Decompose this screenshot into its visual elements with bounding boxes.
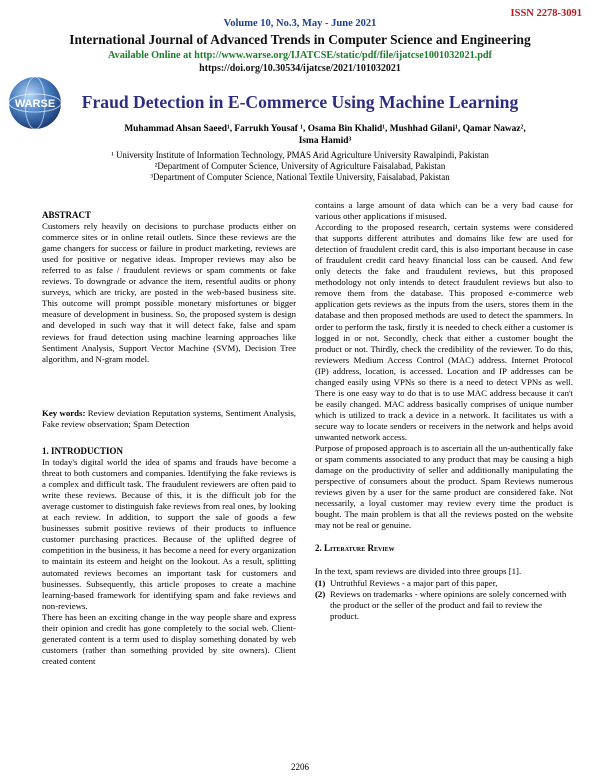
issn-label: ISSN 2278-3091: [510, 8, 582, 19]
right-paragraph-2: According to the proposed research, certain systems were considered that supports different attributes and domains like few are used for detection of fraudulent credit card, this is also important because in case of fraudulent credit card heavy financial loss can be caused. And few only detects the fake and fraudulent reviews, but this proposed methodology not only intends to detect fraudulent reviews but also to remove them from the database. This proposed e-commerce web application gets reviews as the inputs from the users, stores them in the database and then proposed methods are used to detect the spammers. In order to perform the task, firstly it is needed to check either a customer is logged in or not. Secondly, check that either a customer bought the product or not. Thirdly, check the credibility of the reviewer. To do this, reviewers Medium Access Control (MAC) address. Internet Protocol (IP) address, location, is accessed. Location and IP addresses can be changed easily using VPNs so there is a need to detect VPNs as well. There is one easy way to do that is to use MAC address because it can't be easily changed. MAC address basically comprises of unique number which is utilized to track a device in a network. It facilitates us with a secure way to locate senders or receivers in the network and helps avoid unwanted network access.: [315, 222, 573, 442]
keywords-section: [42, 408, 296, 430]
right-paragraph-1: contains a large amount of data which can be a very bad cause for various other applications if misused.: [315, 200, 573, 222]
keywords-text: Review deviation Reputation systems, Sentiment Analysis, Fake review observation; Spam Detection: [42, 408, 296, 430]
journal-title: International Journal of Advanced Trends in Computer Science and Engineering: [69, 32, 531, 47]
abstract-text: Customers rely heavily on decisions to purchase products either on commerce sites or in online retail outlets. Since these reviews are the game changers for success or failure in product marketing, reviews are used for positive or negative ideas. Improper reviews may also be referred to as false / fraudulent reviews or spam comments or fake reviews. To downgrade or advance the item, resentful audits or phony surveys, which are tricky, are posted in the web-based business site. This outcome will prompt possible monetary misfortunes or bigger measure of development in business. So, the proposed system is design and developed in such way that it will detect fake, false and spam reviews for fraud detection using machine learning approaches like Sentiment Analysis, Support Vector Machine (SVM), Decision Tree algorithm, and N-gram model.: [42, 221, 296, 364]
spam-groups-list: [315, 578, 573, 622]
abstract-heading: ABSTRACT: [42, 210, 92, 220]
author-list: [120, 123, 530, 147]
right-column: [315, 200, 573, 622]
doi-link[interactable]: https://doi.org/10.30534/ijatcse/2021/101032021: [199, 63, 401, 74]
introduction-section: [42, 446, 296, 667]
list-item-text: Reviews on trademarks - where opinions are solely concerned with the product or the seller of the product and fail to review the product.: [330, 588, 567, 621]
list-item: [315, 589, 573, 622]
warse-logo-text: WARSE: [14, 98, 56, 110]
online-url[interactable]: Available Online at http://www.warse.org/IJATCSE/static/pdf/file/ijatcse1001032021.pdf: [108, 50, 492, 61]
right-paragraph-3: Purpose of proposed approach is to ascertain all the un-authentically fake or spam comments associated to any product that may be causing a high damage on the productivity of seller and additionally manipulating the perspective of consumers about the product. Spam Reviews numerous reviews given by a user for the same product are considered fake. Not necessarily, a loyal customer may review every time the product is bought. The main problem is that all the reviews posted on the website may not be real or genuine.: [315, 443, 573, 531]
section-2-title: Literature Review: [324, 543, 395, 554]
paper-title: Fraud Detection in E-Commerce Using Machine Learning: [81, 92, 519, 112]
intro-paragraph-1: In today's digital world the idea of spams and frauds have become a threat to both customers and companies. Identifying the fake reviews is a complex and difficult task. The fraudulent reviewers are often paid to write these reviews. Because of this, it is the difficult job for the average customer to distinguish fake reviews from real ones, by looking at each review. In addition, to support the sale of goods a few businesses submit positive reviews of their products to influence customer purchasing practices. Because of the uplifted degree of competition in the business, it has become a need for every organization to maintain its esteem and height on the lookout. As a result, splitting automated reviews becomes an important task for customers and businesses. Subsequently, this article proposes to create a machine learning-based framework for identifying spam and fake reviews and non-reviews.: [42, 457, 296, 611]
affiliation-3: ³Department of Computer Science, National Textile University, Faisalabad, Pakistan: [150, 172, 450, 182]
keywords-paragraph: [42, 408, 296, 430]
introduction-heading: 1. INTRODUCTION: [42, 446, 124, 456]
intro-paragraph-2: There has been an exciting change in the way people share and express their opinion and credit has gone completely to the social web. Client-generated content is a term used to display something donated by web customers (rather than something provided by site owners). Client created content: [42, 611, 296, 666]
authors-line-1: Muhammad Ahsan Saeed¹, Farrukh Yousaf ¹, Osama Bin Khalid¹, Mushhad Gilani¹, Qamar Nawaz²,: [124, 124, 526, 134]
volume-info: Volume 10, No.3, May - June 2021: [223, 18, 377, 29]
keywords-label: Key words:: [42, 408, 86, 418]
literature-review-heading: [315, 543, 573, 554]
list-item-number: (2): [315, 588, 326, 599]
abstract-section: [42, 210, 296, 365]
page-number: 2206: [291, 762, 309, 772]
list-item-number: (1): [315, 577, 326, 588]
list-item-text: Untruthful Reviews - a major part of this paper,: [330, 577, 498, 588]
affiliation-2: ²Department of Computer Science, University of Agriculture Faisalabad, Pakistan: [154, 161, 446, 171]
authors-line-2: Isma Hamid³: [298, 136, 352, 146]
section-2-number: 2.: [315, 543, 324, 554]
list-item: [315, 578, 573, 589]
right-paragraph-4: In the text, spam reviews are divided into three groups [1].: [315, 566, 522, 577]
affiliation-1: ¹ University Institute of Information Technology, PMAS Arid Agriculture University Rawalpindi, Pakistan: [111, 150, 489, 160]
